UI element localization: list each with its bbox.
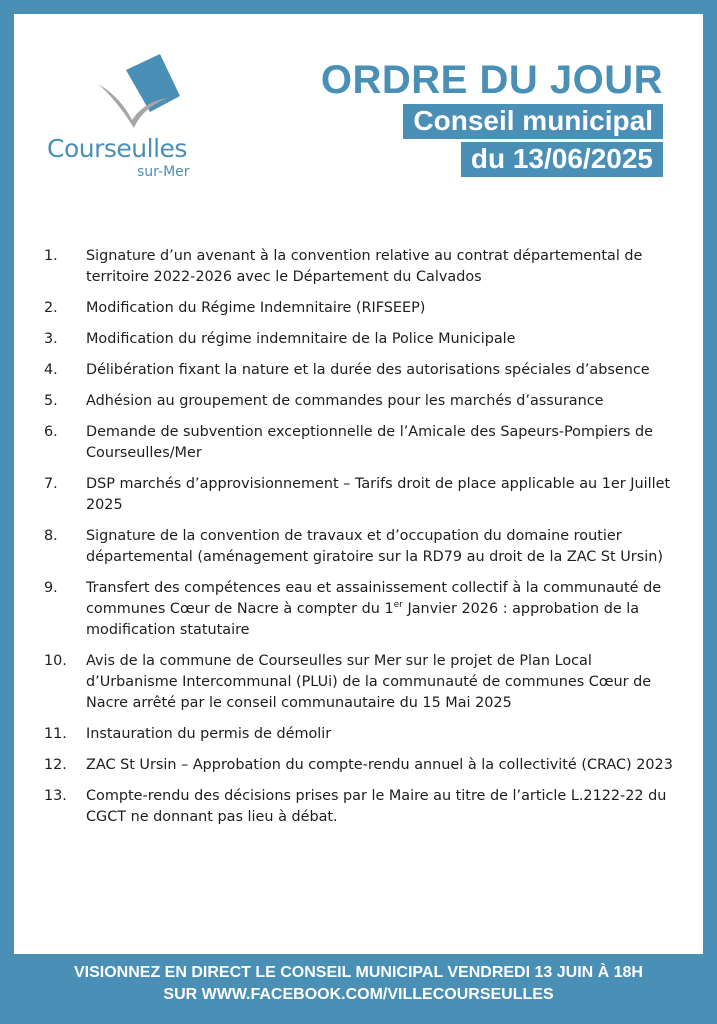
- agenda-text: Délibération fixant la nature et la durée des autorisations spéciales d’absence: [86, 362, 650, 378]
- town-logo: [42, 52, 202, 192]
- agenda-text: Instauration du permis de démolir: [86, 726, 332, 742]
- page-title: ORDRE DU JOUR: [320, 58, 663, 102]
- agenda-list: [44, 246, 680, 838]
- agenda-item: [44, 329, 680, 350]
- header: [321, 58, 663, 177]
- agenda-number: 3.: [44, 331, 58, 347]
- agenda-text-part: Transfert des compétences eau et assainissement collectif à la communauté de communes Cœur de Nacre à compter du 1: [86, 580, 662, 617]
- agenda-text: [86, 578, 680, 641]
- agenda-item: [44, 246, 680, 288]
- agenda-number: 11.: [44, 726, 67, 742]
- meeting-date: du 13/06/2025: [461, 142, 663, 177]
- agenda-number: 12.: [44, 757, 67, 773]
- agenda-item: [44, 786, 680, 828]
- agenda-number: 6.: [44, 424, 58, 440]
- logo-town-suffix: sur-Mer: [137, 164, 190, 180]
- agenda-item: [44, 474, 680, 516]
- agenda-item: [44, 526, 680, 568]
- agenda-text: Adhésion au groupement de commandes pour les marchés d’assurance: [86, 393, 604, 409]
- agenda-item: [44, 578, 680, 641]
- agenda-number: 13.: [44, 788, 67, 804]
- agenda-text: Signature d’un avenant à la convention relative au contrat départemental de territoire 2022-2026 avec le Département du Calvados: [86, 248, 643, 285]
- logo-town-name: Courseulles: [47, 134, 187, 163]
- agenda-text: ZAC St Ursin – Approbation du compte-rendu annuel à la collectivité (CRAC) 2023: [86, 757, 673, 773]
- footer-livestream-text: VISIONNEZ EN DIRECT LE CONSEIL MUNICIPAL VENDREDI 13 JUIN À 18H: [74, 964, 643, 981]
- agenda-text: Compte-rendu des décisions prises par le Maire au titre de l’article L.2122-22 du CGCT ne donnant pas lieu à débat.: [86, 788, 667, 825]
- agenda-text: Demande de subvention exceptionnelle de l’Amicale des Sapeurs-Pompiers de Courseulles/Mer: [86, 424, 653, 461]
- agenda-number: 9.: [44, 580, 58, 596]
- agenda-number: 1.: [44, 248, 58, 264]
- footer-facebook-link[interactable]: SUR WWW.FACEBOOK.COM/VILLECOURSEULLES: [163, 986, 554, 1003]
- agenda-item: [44, 651, 680, 714]
- footer-banner: [0, 962, 717, 1006]
- agenda-text: Modification du régime indemnitaire de la Police Municipale: [86, 331, 516, 347]
- council-label: Conseil municipal: [403, 104, 663, 139]
- agenda-text: Avis de la commune de Courseulles sur Mer sur le projet de Plan Local d’Urbanisme Intercommunal (PLUi) de la communauté de communes Cœur de Nacre arrêté par le conseil communautaire du 15 Mai 2025: [86, 653, 652, 711]
- seagull-kite-logo-icon: [94, 52, 184, 132]
- agenda-text: DSP marchés d’approvisionnement – Tarifs droit de place applicable au 1er Juillet 2025: [86, 476, 671, 513]
- agenda-item: [44, 360, 680, 381]
- agenda-number: 8.: [44, 528, 58, 544]
- agenda-text: Modification du Régime Indemnitaire (RIFSEEP): [86, 300, 426, 316]
- agenda-item: [44, 755, 680, 776]
- agenda-text-part: Janvier 2026 : approbation de la modification statutaire: [86, 601, 640, 638]
- agenda-text: Signature de la convention de travaux et d’occupation du domaine routier départemental (aménagement giratoire sur la RD79 au droit de la ZAC St Ursin): [86, 528, 663, 565]
- agenda-item: [44, 391, 680, 412]
- agenda-number: 5.: [44, 393, 58, 409]
- agenda-number: 4.: [44, 362, 58, 378]
- agenda-item: [44, 422, 680, 464]
- agenda-number: 10.: [44, 653, 67, 669]
- document-page: [14, 14, 703, 954]
- agenda-number: 7.: [44, 476, 58, 492]
- agenda-number: 2.: [44, 300, 58, 316]
- agenda-item: [44, 724, 680, 745]
- agenda-item: [44, 298, 680, 319]
- ordinal-superscript: er: [393, 600, 403, 611]
